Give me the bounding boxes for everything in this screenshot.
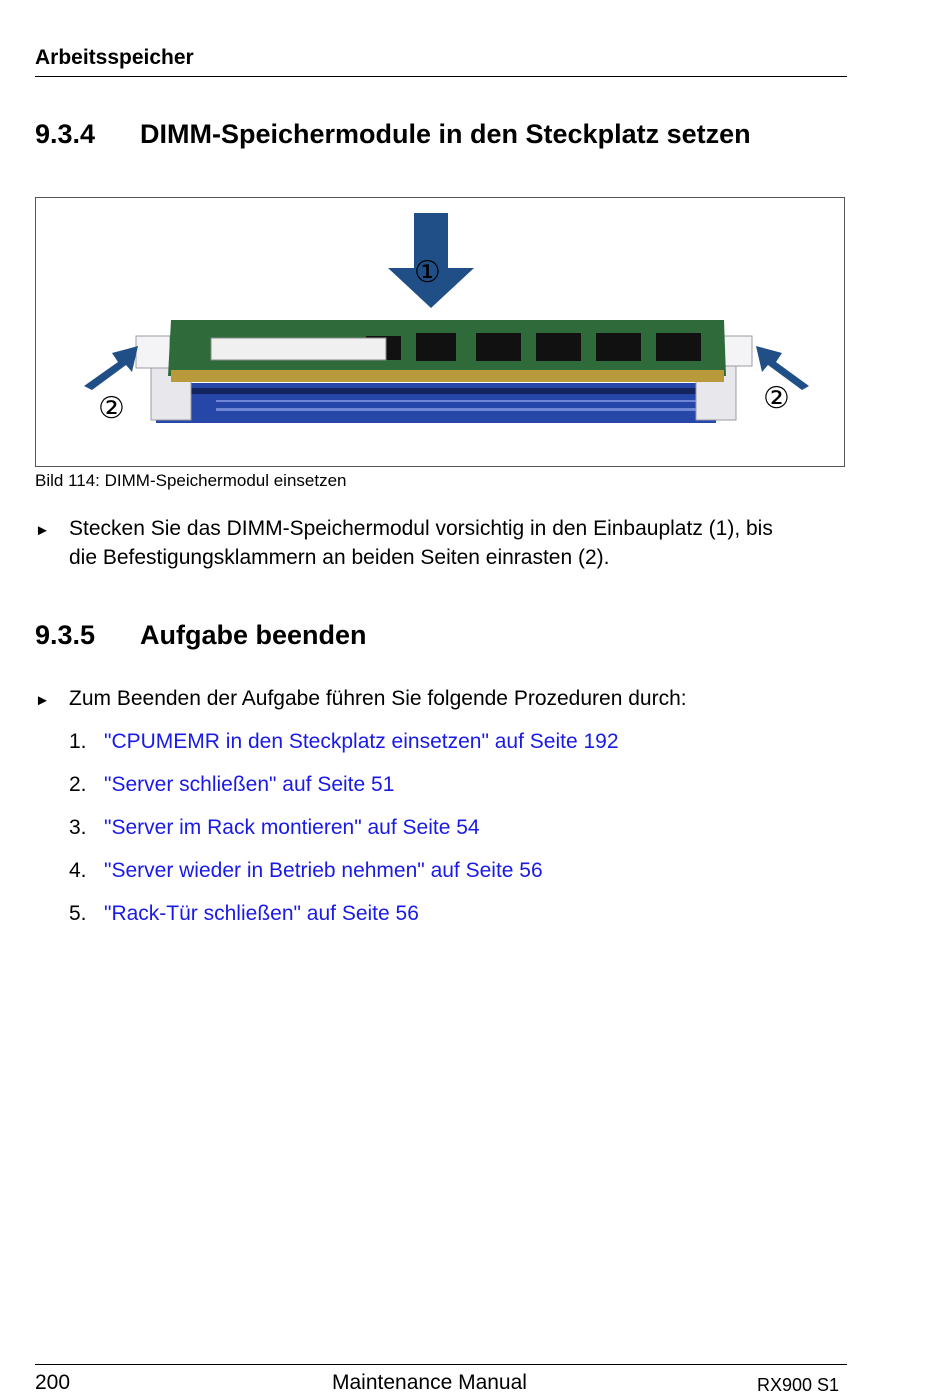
link-server-betrieb[interactable]: "Server wieder in Betrieb nehmen" auf Seite 56 bbox=[104, 859, 543, 882]
callout-2-left: ② bbox=[98, 392, 125, 425]
bullet-icon: ► bbox=[35, 692, 50, 709]
instruction-1-line-1: Stecken Sie das DIMM-Speichermodul vorsichtig in den Einbauplatz (1), bis bbox=[69, 517, 773, 540]
list-number: 5. bbox=[69, 902, 87, 925]
header-rule bbox=[35, 76, 847, 77]
callout-2-right: ② bbox=[763, 382, 790, 415]
running-header: Arbeitsspeicher bbox=[35, 46, 194, 69]
instruction-2-text: Zum Beenden der Aufgabe führen Sie folgende Prozeduren durch: bbox=[69, 687, 687, 710]
section-number-9-3-4: 9.3.4 bbox=[35, 119, 96, 149]
link-server-rack-montieren[interactable]: "Server im Rack montieren" auf Seite 54 bbox=[104, 816, 480, 839]
link-rack-tuer[interactable]: "Rack-Tür schließen" auf Seite 56 bbox=[104, 902, 419, 925]
section-number-9-3-5: 9.3.5 bbox=[35, 620, 96, 650]
dimm-illustration bbox=[36, 198, 844, 466]
manual-title: Maintenance Manual bbox=[332, 1371, 527, 1394]
figure-dimm-install bbox=[35, 197, 845, 467]
arrow-right-icon bbox=[84, 346, 138, 390]
section-title-9-3-4: DIMM-Speichermodule in den Steckplatz setzen bbox=[140, 119, 751, 149]
list-number: 3. bbox=[69, 816, 87, 839]
list-number: 1. bbox=[69, 730, 87, 753]
bullet-icon: ► bbox=[35, 522, 50, 539]
section-title-9-3-5: Aufgabe beenden bbox=[140, 620, 367, 650]
footer-rule bbox=[35, 1364, 847, 1365]
list-number: 2. bbox=[69, 773, 87, 796]
instruction-1-line-2: die Befestigungsklammern an beiden Seiten einrasten (2). bbox=[69, 546, 610, 569]
link-cpumemr[interactable]: "CPUMEMR in den Steckplatz einsetzen" auf Seite 192 bbox=[104, 730, 619, 753]
link-server-schliessen[interactable]: "Server schließen" auf Seite 51 bbox=[104, 773, 395, 796]
callout-1: ① bbox=[414, 256, 441, 289]
figure-caption: Bild 114: DIMM-Speichermodul einsetzen bbox=[35, 471, 347, 490]
list-number: 4. bbox=[69, 859, 87, 882]
product-name: RX900 S1 bbox=[757, 1375, 840, 1395]
page-number: 200 bbox=[35, 1371, 71, 1394]
